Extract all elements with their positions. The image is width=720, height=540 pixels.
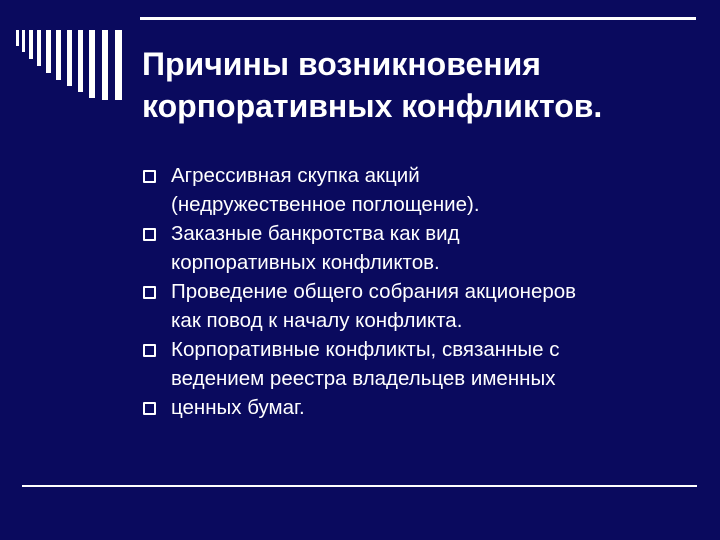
- bullet-item-custom-bankruptcy: [143, 219, 713, 248]
- hollow-square-icon: [143, 170, 156, 183]
- top-divider: [140, 17, 696, 20]
- bullet-continuation: [143, 306, 713, 335]
- title-line: корпоративных конфликтов.: [142, 88, 603, 125]
- hollow-square-icon: [143, 402, 156, 415]
- bullet-text: (недружественное поглощение).: [171, 193, 480, 216]
- stripe: [89, 30, 95, 98]
- stripe: [56, 30, 61, 80]
- bullet-text: как повод к началу конфликта.: [171, 309, 463, 332]
- stripe: [102, 30, 108, 100]
- bullet-continuation: [143, 190, 713, 219]
- bullet-text: ценных бумаг.: [171, 396, 305, 419]
- stripe: [22, 30, 25, 52]
- hollow-square-icon: [143, 228, 156, 241]
- bullet-continuation: [143, 248, 713, 277]
- stripe: [16, 30, 19, 46]
- bullet-text: Проведение общего собрания акционеров: [171, 280, 577, 303]
- stripe: [37, 30, 41, 66]
- hollow-square-icon: [143, 286, 156, 299]
- bullet-continuation: [143, 364, 713, 393]
- stripe: [115, 30, 122, 100]
- bullet-item-shareholder-meeting: [143, 277, 713, 306]
- bullet-list: [143, 161, 713, 422]
- bullet-item-securities: [143, 393, 713, 422]
- stripe: [29, 30, 33, 59]
- stripe: [67, 30, 72, 86]
- stripe: [78, 30, 83, 92]
- bullet-item-registry-conflicts: [143, 335, 713, 364]
- bullet-text: Агрессивная скупка акций: [171, 164, 420, 187]
- title-line: Причины возникновения: [142, 46, 541, 83]
- bottom-divider: [22, 485, 697, 487]
- bullet-text: Корпоративные конфликты, связанные с: [171, 338, 560, 361]
- bullet-text: ведением реестра владельцев именных: [171, 367, 556, 390]
- slide-title: [142, 43, 702, 127]
- bullet-text: корпоративных конфликтов.: [171, 251, 440, 274]
- stripe: [46, 30, 51, 73]
- bullet-text: Заказные банкротства как вид: [171, 222, 460, 245]
- hollow-square-icon: [143, 344, 156, 357]
- decorative-stripes: [0, 0, 140, 100]
- bullet-item-aggressive-buyout: [143, 161, 713, 190]
